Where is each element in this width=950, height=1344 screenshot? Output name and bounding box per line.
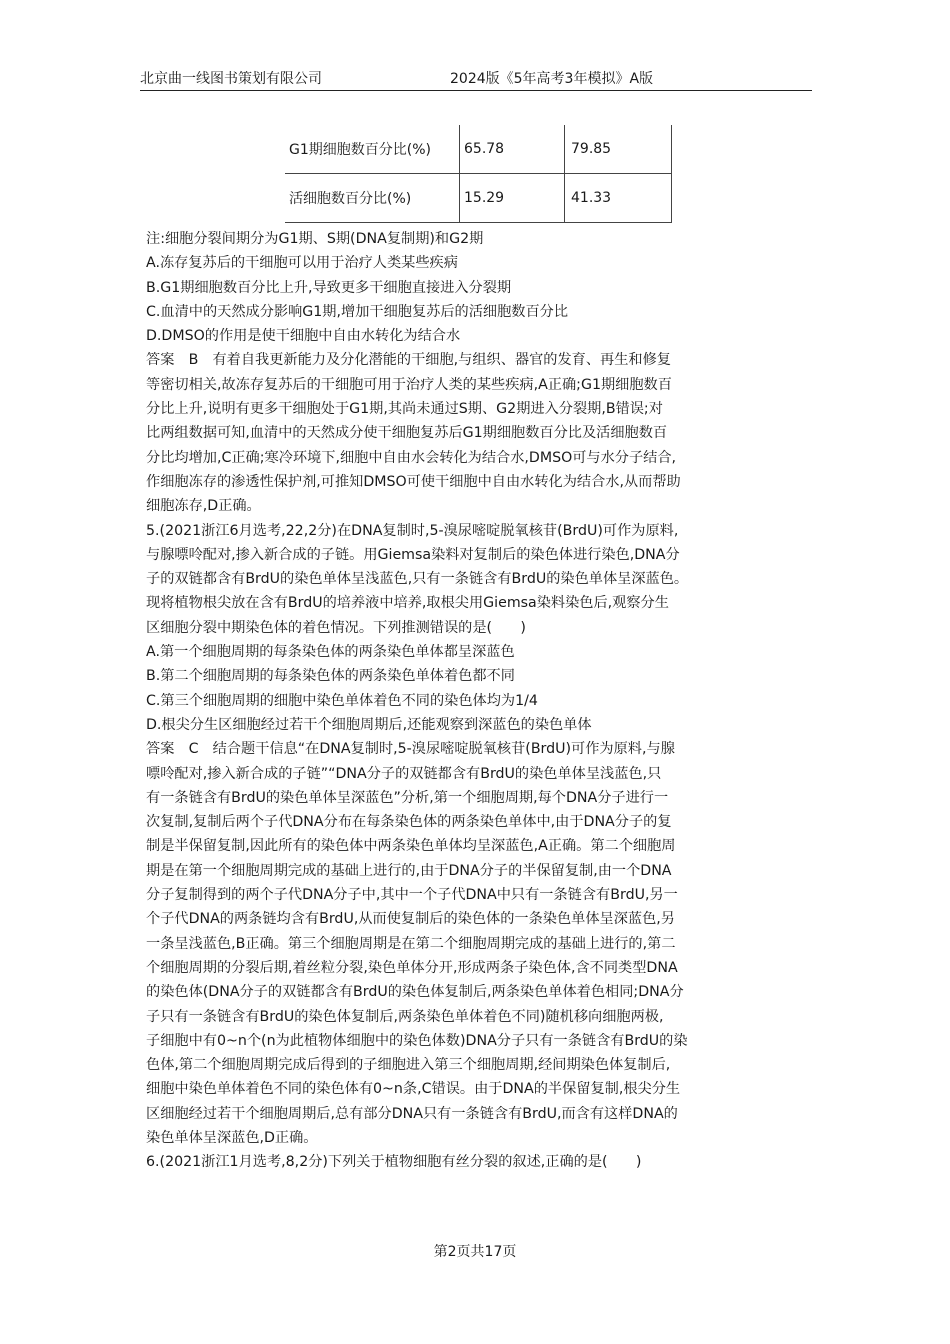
table-cell: 79.85	[565, 125, 672, 174]
text-line: 分子复制得到的两个子代DNA分子中,其中一个子代DNA中只有一条链含有BrdU,另一	[146, 887, 678, 904]
text-line: 嘌呤配对,掺入新合成的子链”“DNA分子的双链都含有BrdU的染色单体呈浅蓝色,只	[146, 765, 662, 782]
text-line: 区细胞经过若干个细胞周期后,总有部分DNA只有一条链含有BrdU,而含有这样DNA的	[146, 1105, 678, 1122]
text-line: B.G1期细胞数百分比上升,导致更多干细胞直接进入分裂期	[146, 279, 512, 296]
text-line: 分比上升,说明有更多干细胞处于G1期,其尚未通过S期、G2期进入分裂期,B错误;对	[146, 401, 663, 418]
text-line: 等密切相关,故冻存复苏后的干细胞可用于治疗人类的某些疾病,A正确;G1期细胞数百	[146, 376, 672, 393]
text-line: 子的双链都含有BrdU的染色单体呈浅蓝色,只有一条链含有BrdU的染色单体呈深蓝色。	[146, 571, 689, 588]
text-line: 染色单体呈深蓝色,D正确。	[146, 1129, 318, 1146]
text-line: D.根尖分生区细胞经过若干个细胞周期后,还能观察到深蓝色的染色单体	[146, 716, 592, 733]
text-line: 的染色体(DNA分子的双链都含有BrdU的染色体复制后,两条染色单体着色相同;DNA分	[146, 984, 684, 1001]
text-line: 区细胞分裂中期染色体的着色情况。下列推测错误的是( )	[146, 619, 526, 636]
page-number: 第2页共17页	[433, 1244, 517, 1260]
text-line: B.第二个细胞周期的每条染色体的两条染色单体着色都不同	[146, 668, 515, 685]
text-line: 次复制,复制后两个子代DNA分布在每条染色体的两条染色单体中,由于DNA分子的复	[146, 814, 672, 831]
table-row	[285, 174, 672, 223]
text-line: 与腺嘌呤配对,掺入新合成的子链。用Giemsa染料对复制后的染色体进行染色,DNA分	[146, 546, 680, 563]
text-line: C.血清中的天然成分影响G1期,增加干细胞复苏后的活细胞数百分比	[146, 303, 569, 320]
text-line: 细胞中染色单体着色不同的染色体有0~n条,C错误。由于DNA的半保留复制,根尖分生	[146, 1081, 681, 1098]
text-line: 子只有一条链含有BrdU的染色体复制后,两条染色单体着色不同)随机移向细胞两极,	[146, 1008, 664, 1025]
table-cell: G1期细胞数百分比(%)	[285, 125, 460, 174]
table-cell: 15.29	[460, 174, 565, 223]
text-line: 分比均增加,C正确;寒冷环境下,细胞中自由水会转化为结合水,DMSO可与水分子结合,	[146, 449, 677, 466]
text-line: 注:细胞分裂间期分为G1期、S期(DNA复制期)和G2期	[146, 231, 484, 247]
table-cell: 41.33	[565, 174, 672, 223]
text-line: 答案 B 有着自我更新能力及分化潜能的干细胞,与组织、器官的发育、再生和修复	[146, 352, 671, 369]
text-line: 子细胞中有0~n个(n为此植物体细胞中的染色体数)DNA分子只有一条链含有BrdU的染	[146, 1032, 688, 1049]
text-line: 色体,第二个细胞周期完成后得到的子细胞进入第三个细胞周期,经间期染色体复制后,	[146, 1057, 671, 1074]
text-line: 期是在第一个细胞周期完成的基础上进行的,由于DNA分子的半保留复制,由一个DNA	[146, 862, 672, 879]
text-line: A.冻存复苏后的干细胞可以用于治疗人类某些疾病	[146, 255, 458, 272]
document-body	[146, 227, 814, 1175]
text-line: 细胞冻存,D正确。	[146, 498, 261, 515]
text-line: 6.(2021浙江1月选考,8,2分)下列关于植物细胞有丝分裂的叙述,正确的是( )	[146, 1154, 642, 1171]
text-line: 一条呈浅蓝色,B正确。第三个细胞周期是在第二个细胞周期完成的基础上进行的,第二	[146, 935, 676, 952]
text-line: 现将植物根尖放在含有BrdU的培养液中培养,取根尖用Giemsa染料染色后,观察分生	[146, 595, 669, 612]
table-cell: 活细胞数百分比(%)	[285, 174, 460, 223]
data-table	[285, 125, 672, 223]
text-line: 制是半保留复制,因此所有的染色体中两条染色单体均呈深蓝色,A正确。第二个细胞周	[146, 838, 676, 855]
text-line: C.第三个细胞周期的细胞中染色单体着色不同的染色体均为1/4	[146, 692, 538, 709]
table-cell: 65.78	[460, 125, 565, 174]
text-line: 5.(2021浙江6月选考,22,2分)在DNA复制时,5-溴尿嘧啶脱氧核苷(BrdU)可作为原料,	[146, 522, 679, 539]
publisher-name: 北京曲一线图书策划有限公司	[140, 71, 322, 87]
page-header	[140, 64, 812, 91]
text-line: 比两组数据可知,血清中的天然成分使干细胞复苏后G1期细胞数百分比及活细胞数百	[146, 425, 668, 442]
text-line: 个子代DNA的两条链均含有BrdU,从而使复制后的染色体的一条染色单体呈深蓝色,另	[146, 911, 675, 928]
text-line: A.第一个细胞周期的每条染色体的两条染色单体都呈深蓝色	[146, 644, 515, 661]
text-line: D.DMSO的作用是使干细胞中自由水转化为结合水	[146, 328, 461, 345]
text-line: 有一条链含有BrdU的染色单体呈深蓝色”分析,第一个细胞周期,每个DNA分子进行一	[146, 789, 669, 806]
book-title: 2024版《5年高考3年模拟》A版	[450, 71, 654, 87]
table-row	[285, 125, 672, 174]
text-line: 作细胞冻存的渗透性保护剂,可推知DMSO可使干细胞中自由水转化为结合水,从而帮助	[146, 473, 681, 490]
text-line: 答案 C 结合题干信息“在DNA复制时,5-溴尿嘧啶脱氧核苷(BrdU)可作为原料,与腺	[146, 741, 675, 758]
text-line: 个细胞周期的分裂后期,着丝粒分裂,染色单体分开,形成两条子染色体,含不同类型DNA	[146, 959, 678, 976]
